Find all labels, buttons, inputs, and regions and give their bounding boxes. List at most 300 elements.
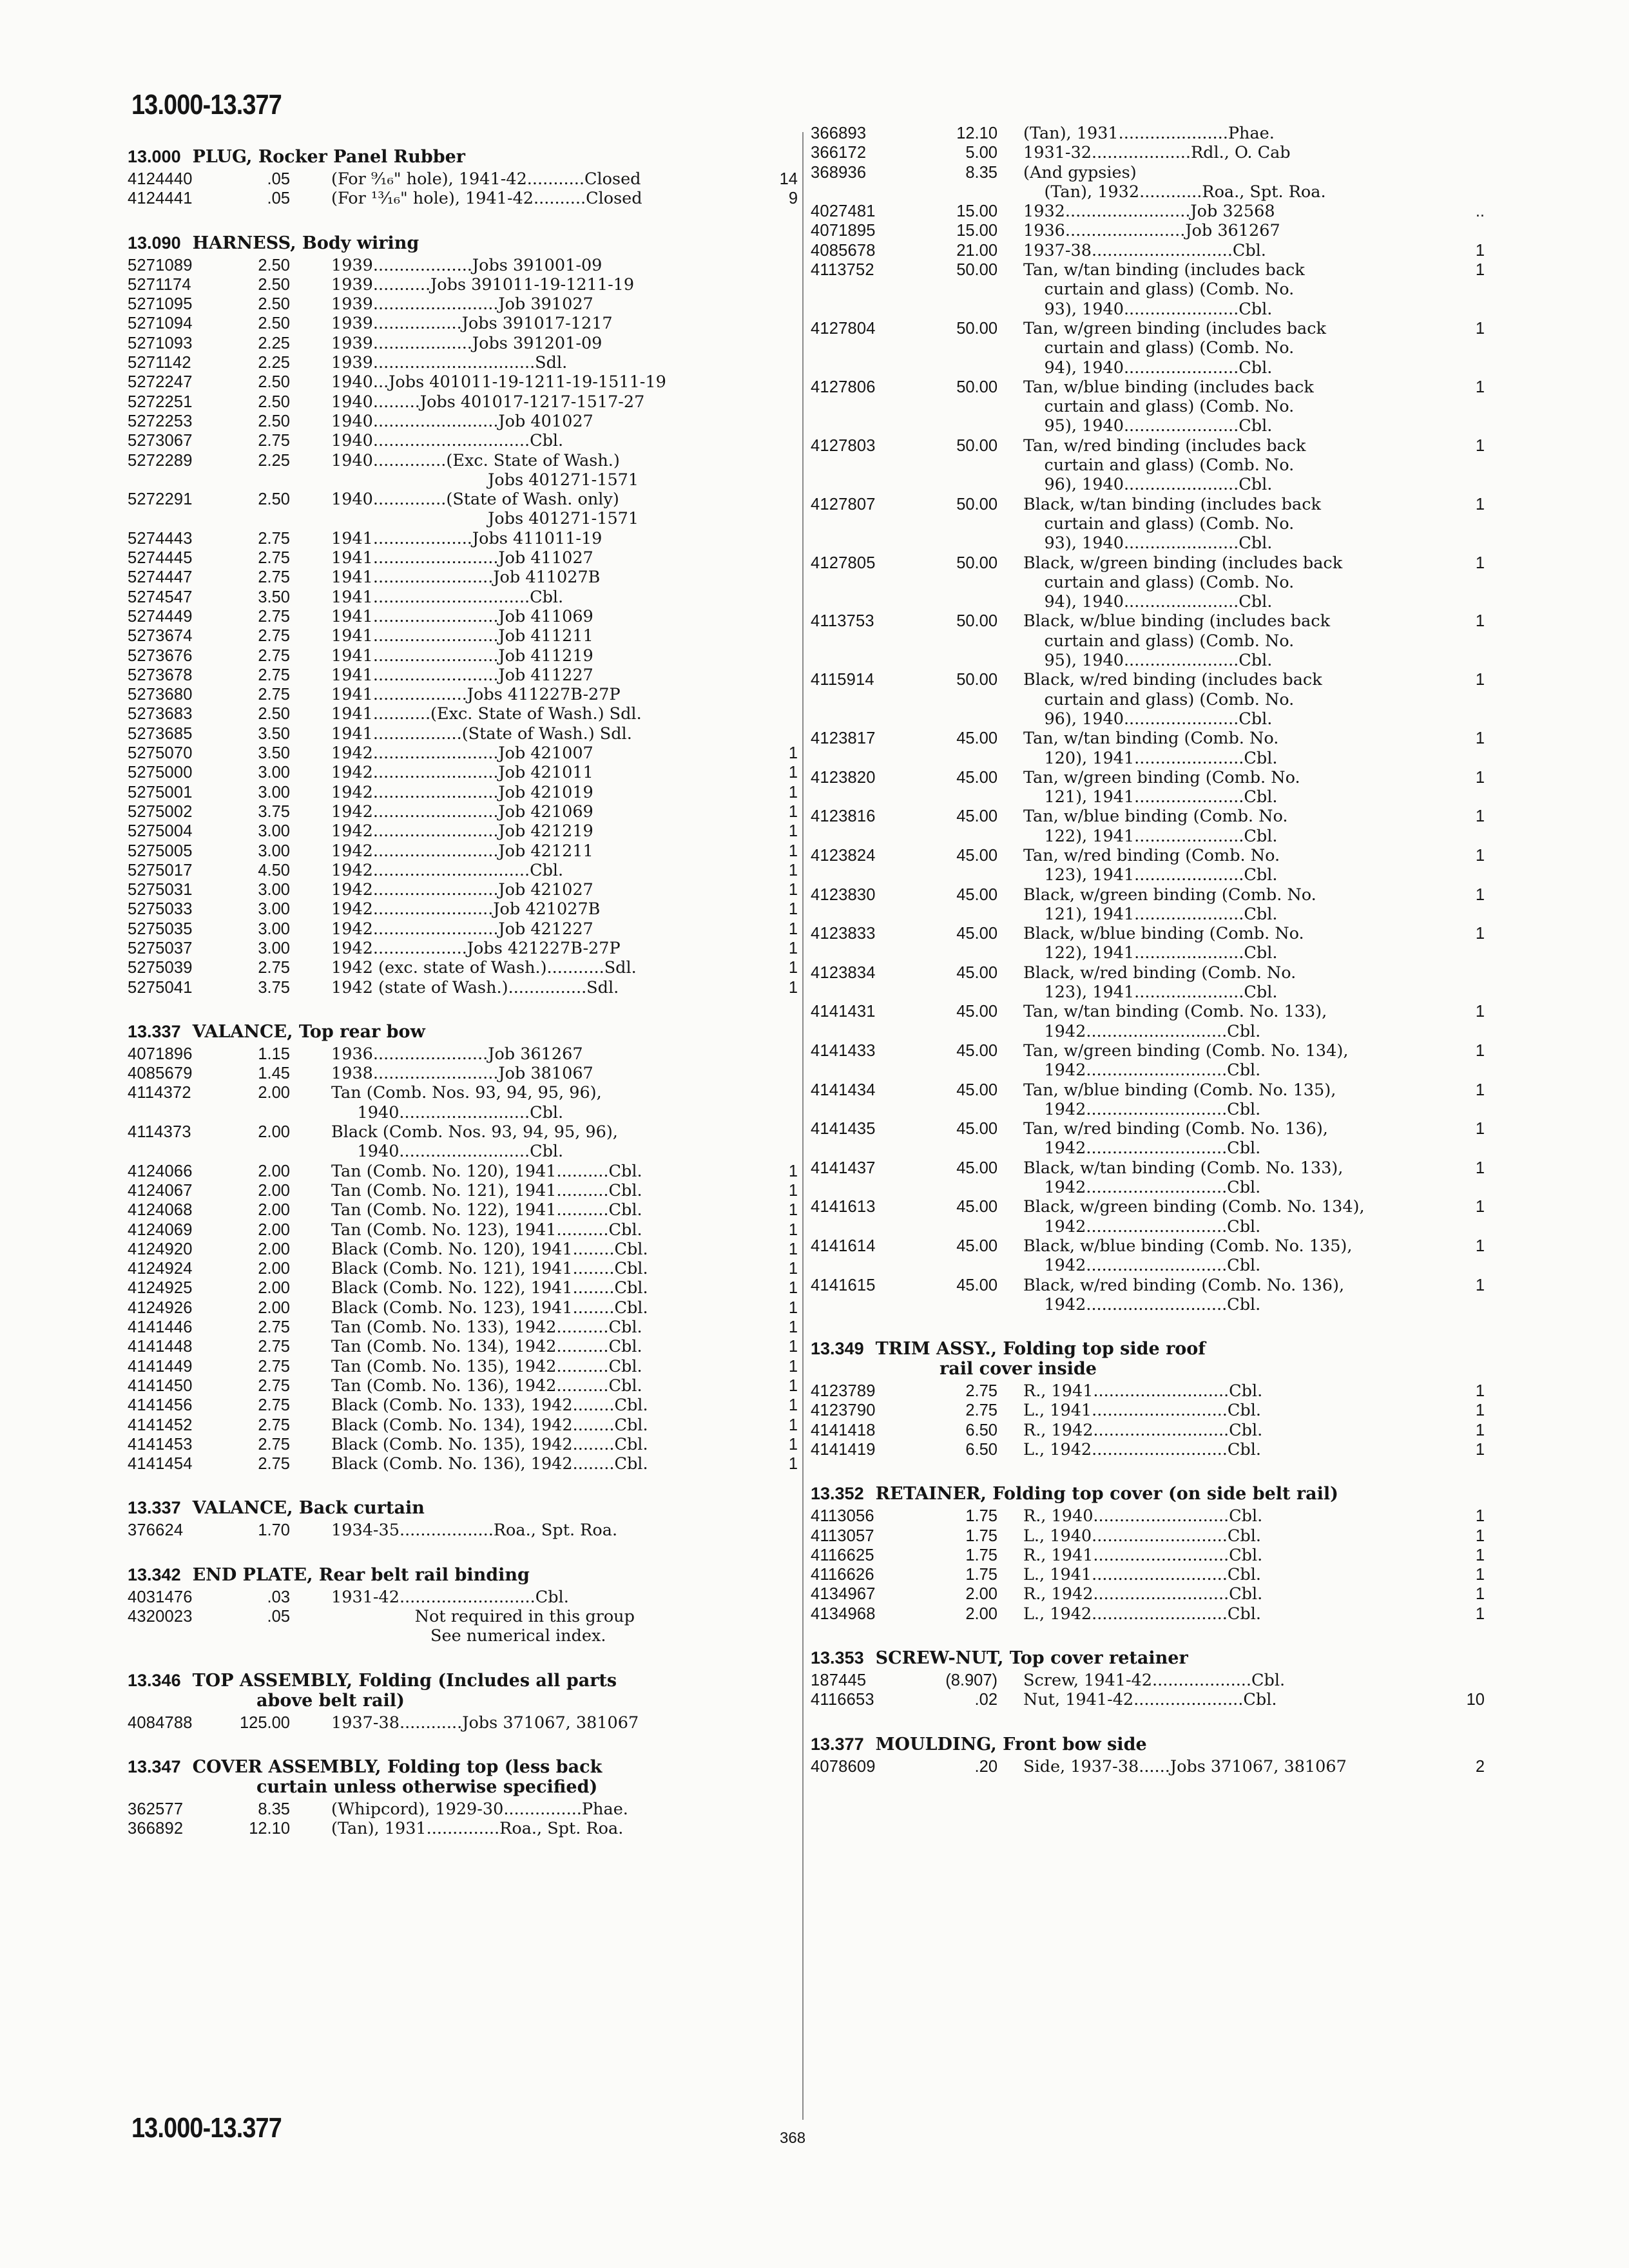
quantity: 1 bbox=[1475, 612, 1485, 631]
quantity: 1 bbox=[1475, 1276, 1485, 1294]
part-price: 5.00 bbox=[965, 144, 998, 162]
part-description bbox=[331, 451, 853, 490]
part-description bbox=[331, 1064, 853, 1083]
description-line: Tan, w/red binding (Comb. No. bbox=[1023, 845, 1280, 865]
section-number: 13.353 bbox=[811, 1648, 864, 1668]
quantity: 1 bbox=[788, 822, 798, 841]
part-price: 45.00 bbox=[956, 1198, 998, 1216]
quantity: 1 bbox=[1475, 436, 1485, 455]
quantity: 1 bbox=[1475, 241, 1485, 260]
description-line: Tan (Comb. No. 134), 1942..........Cbl. bbox=[331, 1337, 642, 1357]
description-line: 93), 1940......................Cbl. bbox=[1023, 299, 1273, 319]
part-price: 1.75 bbox=[965, 1546, 998, 1564]
part-price: 45.00 bbox=[956, 1158, 998, 1177]
description-line: Black, w/blue binding (Comb. No. 135), bbox=[1023, 1236, 1353, 1256]
part-price: 45.00 bbox=[956, 1041, 998, 1060]
part-number: 4123789 bbox=[811, 1382, 876, 1401]
description-line: Not required in this group bbox=[331, 1607, 635, 1626]
part-number: 5272289 bbox=[128, 451, 193, 470]
description-line: 1941...........(Exc. State of Wash.) Sdl. bbox=[331, 704, 642, 724]
part-number: 4113753 bbox=[811, 612, 874, 631]
quantity: 1 bbox=[788, 1318, 798, 1337]
part-row bbox=[811, 1197, 1490, 1236]
left-column bbox=[128, 134, 798, 1863]
part-number: 4134968 bbox=[811, 1604, 876, 1623]
quantity: 1 bbox=[788, 1435, 798, 1454]
description-line: L., 1942..........................Cbl. bbox=[1023, 1440, 1261, 1459]
part-description bbox=[331, 1416, 853, 1435]
part-description bbox=[331, 919, 853, 939]
description-line: L., 1941..........................Cbl. bbox=[1023, 1565, 1261, 1585]
description-line: 1941........................Job 411027 bbox=[331, 548, 593, 568]
section-title bbox=[811, 1648, 1490, 1668]
part-number: 5271095 bbox=[128, 295, 193, 314]
description-line: Tan (Comb. No. 135), 1942..........Cbl. bbox=[331, 1356, 642, 1376]
part-description bbox=[331, 1396, 853, 1415]
description-line: Tan, w/green binding (Comb. No. bbox=[1023, 767, 1300, 787]
part-description bbox=[1023, 1757, 1423, 1776]
part-description bbox=[1023, 319, 1423, 378]
description-line: R., 1941..........................Cbl. bbox=[1023, 1545, 1263, 1565]
part-price: 2.75 bbox=[258, 1357, 290, 1376]
part-number: 5274443 bbox=[128, 529, 193, 548]
part-row bbox=[128, 1220, 798, 1240]
description-line: Tan (Comb. No. 123), 1941..........Cbl. bbox=[331, 1220, 642, 1240]
part-row bbox=[128, 1800, 786, 1819]
quantity: 1 bbox=[788, 1396, 798, 1415]
part-description bbox=[1023, 1041, 1423, 1081]
part-description bbox=[1023, 1565, 1423, 1584]
part-number: 4123834 bbox=[811, 963, 876, 982]
part-price: 2.00 bbox=[258, 1084, 290, 1102]
part-number: 5271093 bbox=[128, 334, 193, 352]
description-line: 1942...........................Cbl. bbox=[1023, 1178, 1261, 1198]
description-line: curtain and glass) (Comb. No. bbox=[1023, 572, 1295, 592]
part-number: 4123824 bbox=[811, 846, 876, 865]
parts-section bbox=[128, 1671, 786, 1733]
part-row bbox=[811, 202, 1490, 221]
part-number: 4127804 bbox=[811, 319, 876, 338]
part-row bbox=[128, 919, 798, 939]
description-line: 123), 1941.....................Cbl. bbox=[1023, 983, 1278, 1003]
description-line: 1942........................Job 421027 bbox=[331, 880, 593, 900]
part-row bbox=[128, 334, 786, 353]
part-row bbox=[811, 378, 1490, 436]
description-line: Black (Comb. No. 133), 1942........Cbl. bbox=[331, 1396, 648, 1416]
part-number: 4123817 bbox=[811, 729, 876, 748]
part-row bbox=[811, 1041, 1490, 1081]
quantity: 1 bbox=[1475, 495, 1485, 514]
part-number: 4031476 bbox=[128, 1588, 193, 1606]
quantity: 1 bbox=[788, 959, 798, 977]
part-price: 45.00 bbox=[956, 925, 998, 943]
description-line: 1942 (exc. state of Wash.)...........Sdl. bbox=[331, 958, 637, 978]
description-line: R., 1941..........................Cbl. bbox=[1023, 1381, 1263, 1401]
part-row bbox=[128, 314, 786, 333]
part-description bbox=[331, 607, 853, 626]
description-line: 1936......................Job 361267 bbox=[331, 1044, 583, 1064]
part-number: 4123790 bbox=[811, 1401, 876, 1420]
part-number: 4124924 bbox=[128, 1260, 193, 1278]
part-description bbox=[1023, 885, 1423, 925]
part-row bbox=[811, 611, 1490, 670]
part-number: 4113752 bbox=[811, 261, 874, 280]
part-description bbox=[1023, 1584, 1423, 1604]
quantity: 1 bbox=[788, 1201, 798, 1220]
description-line: 1941........................Job 411227 bbox=[331, 665, 593, 685]
part-row bbox=[128, 860, 798, 880]
section-number: 13.337 bbox=[128, 1021, 181, 1041]
section-number: 13.337 bbox=[128, 1498, 181, 1518]
part-number: 4141450 bbox=[128, 1376, 193, 1395]
part-description bbox=[331, 802, 853, 822]
description-line: 120), 1941.....................Cbl. bbox=[1023, 748, 1278, 768]
part-price: 3.00 bbox=[258, 900, 290, 919]
part-row bbox=[128, 880, 798, 900]
part-price: 6.50 bbox=[965, 1421, 998, 1439]
quantity: 1 bbox=[1475, 671, 1485, 689]
description-line: 96), 1940......................Cbl. bbox=[1023, 709, 1273, 729]
part-price: 2.75 bbox=[258, 1376, 290, 1395]
section-number: 13.000 bbox=[128, 147, 181, 166]
part-price: .02 bbox=[974, 1691, 998, 1709]
description-line: Black, w/blue binding (includes back bbox=[1023, 611, 1331, 631]
part-number: 4141446 bbox=[128, 1318, 193, 1337]
part-number: 5273067 bbox=[128, 432, 193, 450]
description-line: curtain and glass) (Comb. No. bbox=[1023, 514, 1295, 533]
part-description bbox=[331, 704, 853, 724]
description-line: 1942...........................Cbl. bbox=[1023, 1061, 1261, 1081]
part-row bbox=[128, 451, 786, 490]
description-line: 94), 1940......................Cbl. bbox=[1023, 358, 1273, 378]
description-line: 1940..............(Exc. State of Wash.) bbox=[331, 450, 620, 470]
part-row bbox=[128, 646, 786, 666]
part-price: 2.50 bbox=[258, 392, 290, 411]
quantity: 1 bbox=[1475, 319, 1485, 338]
quantity: 1 bbox=[1475, 729, 1485, 748]
part-row bbox=[811, 1506, 1490, 1526]
part-description bbox=[1023, 1158, 1423, 1198]
quantity: 1 bbox=[1475, 1120, 1485, 1139]
part-price: 2.75 bbox=[965, 1401, 998, 1420]
description-line: Tan (Comb. No. 120), 1941..........Cbl. bbox=[331, 1161, 642, 1181]
description-line: 1940........................Job 401027 bbox=[331, 411, 593, 431]
quantity: 1 bbox=[1475, 1604, 1485, 1623]
part-description bbox=[1023, 1440, 1423, 1459]
quantity: 1 bbox=[1475, 1382, 1485, 1401]
part-row bbox=[128, 822, 798, 841]
part-description bbox=[1023, 1197, 1423, 1236]
quantity: 9 bbox=[788, 189, 798, 208]
part-number: 4116653 bbox=[811, 1691, 874, 1709]
part-price: 4.50 bbox=[258, 861, 290, 879]
part-row bbox=[811, 553, 1490, 612]
part-description bbox=[331, 334, 853, 353]
description-line: 1940...Jobs 401011-19-1211-19-1511-19 bbox=[331, 372, 666, 392]
description-line: 1940.........................Cbl. bbox=[331, 1142, 564, 1162]
part-number: 4113057 bbox=[811, 1526, 874, 1545]
part-description bbox=[331, 1357, 853, 1376]
parts-section bbox=[811, 124, 1490, 1314]
description-line: (Whipcord), 1929-30...............Phae. bbox=[331, 1799, 628, 1819]
part-number: 5272247 bbox=[128, 373, 193, 392]
part-description bbox=[331, 275, 853, 294]
part-price: 2.50 bbox=[258, 314, 290, 333]
description-line: Tan (Comb. No. 122), 1941..........Cbl. bbox=[331, 1200, 642, 1220]
quantity: 1 bbox=[1475, 846, 1485, 865]
description-line: Black (Comb. No. 135), 1942........Cbl. bbox=[331, 1434, 648, 1454]
parts-section bbox=[811, 1484, 1490, 1624]
part-number: 4124925 bbox=[128, 1279, 193, 1298]
part-description bbox=[1023, 378, 1423, 436]
description-line: 1937-38............Jobs 371067, 381067 bbox=[331, 1713, 639, 1733]
part-description bbox=[1023, 202, 1423, 221]
part-number: 4127807 bbox=[811, 495, 876, 514]
description-line: L., 1941..........................Cbl. bbox=[1023, 1401, 1261, 1421]
part-row bbox=[811, 670, 1490, 729]
part-number: 4141456 bbox=[128, 1396, 193, 1415]
part-description bbox=[1023, 1236, 1423, 1276]
section-heading: TOP ASSEMBLY, Folding (Includes all parts bbox=[192, 1670, 617, 1691]
description-line: Black (Comb. No. 123), 1941........Cbl. bbox=[331, 1298, 648, 1318]
part-row bbox=[128, 607, 786, 626]
part-row bbox=[128, 938, 798, 958]
description-line: 1942........................Job 421019 bbox=[331, 782, 593, 802]
description-line: 1941...................Jobs 411011-19 bbox=[331, 528, 602, 548]
part-price: 2.25 bbox=[258, 334, 290, 352]
section-title bbox=[811, 1484, 1490, 1504]
part-description bbox=[331, 1819, 853, 1838]
part-description bbox=[331, 939, 853, 958]
description-line: 1942........................Job 421227 bbox=[331, 919, 593, 939]
description-line: 1942........................Job 421007 bbox=[331, 744, 593, 764]
part-price: 3.00 bbox=[258, 881, 290, 899]
section-heading: MOULDING, Front bow side bbox=[875, 1734, 1147, 1754]
part-number: 5275041 bbox=[128, 978, 193, 997]
section-title bbox=[811, 1339, 1490, 1379]
description-line: Black, w/red binding (Comb. No. 136), bbox=[1023, 1275, 1345, 1295]
section-heading: VALANCE, Back curtain bbox=[192, 1498, 425, 1519]
part-price: 3.00 bbox=[258, 764, 290, 782]
part-number: 4141448 bbox=[128, 1338, 193, 1356]
description-line: 122), 1941.....................Cbl. bbox=[1023, 826, 1278, 846]
description-line: 1939.................Jobs 391017-1217 bbox=[331, 314, 613, 334]
quantity: 1 bbox=[788, 1162, 798, 1180]
part-row bbox=[128, 490, 786, 529]
part-number: 4141435 bbox=[811, 1120, 876, 1139]
part-price: 2.25 bbox=[258, 451, 290, 470]
part-number: 5275002 bbox=[128, 802, 193, 821]
part-description bbox=[331, 978, 853, 997]
description-line: 1942...........................Cbl. bbox=[1023, 1099, 1261, 1119]
part-price: 2.75 bbox=[258, 1338, 290, 1356]
description-line: Black, w/red binding (includes back bbox=[1023, 670, 1322, 690]
section-heading: TRIM ASSY., Folding top side roof bbox=[875, 1339, 1206, 1360]
part-description bbox=[331, 1278, 853, 1298]
description-line: (For ¹³⁄₁₆" hole), 1941-42..........Closed bbox=[331, 189, 642, 209]
part-price: 3.75 bbox=[258, 978, 290, 997]
part-price: 2.75 bbox=[258, 666, 290, 684]
description-line: 1932........................Job 32568 bbox=[1023, 202, 1275, 222]
part-row bbox=[128, 1356, 798, 1376]
part-number: 5274449 bbox=[128, 607, 193, 626]
part-row bbox=[811, 846, 1490, 885]
part-description bbox=[331, 1162, 853, 1181]
description-line: R., 1942..........................Cbl. bbox=[1023, 1584, 1263, 1604]
part-number: 5273683 bbox=[128, 705, 193, 724]
part-description bbox=[331, 1435, 853, 1454]
part-description bbox=[331, 294, 853, 314]
section-title bbox=[128, 233, 786, 253]
part-number: 4124066 bbox=[128, 1162, 193, 1180]
description-line: Jobs 401271-1571 bbox=[331, 509, 639, 529]
part-description bbox=[331, 314, 853, 333]
part-price: 2.75 bbox=[258, 1435, 290, 1454]
description-line: R., 1940..........................Cbl. bbox=[1023, 1506, 1263, 1526]
part-number: 4123820 bbox=[811, 768, 876, 787]
part-number: 5275005 bbox=[128, 841, 193, 860]
part-price: 2.75 bbox=[258, 1396, 290, 1415]
part-description bbox=[1023, 768, 1423, 807]
description-line: 1942...........................Cbl. bbox=[1023, 1139, 1261, 1158]
description-line: 123), 1941.....................Cbl. bbox=[1023, 865, 1278, 885]
part-row bbox=[128, 1337, 798, 1357]
part-price: 2.50 bbox=[258, 373, 290, 392]
part-number: 4141613 bbox=[811, 1198, 876, 1216]
part-description bbox=[1023, 670, 1423, 729]
quantity: 1 bbox=[788, 919, 798, 938]
quantity: 1 bbox=[1475, 1003, 1485, 1021]
quantity: 1 bbox=[788, 1455, 798, 1474]
part-description bbox=[1023, 1690, 1423, 1709]
part-description bbox=[331, 1181, 853, 1200]
part-number: 4141454 bbox=[128, 1455, 193, 1474]
quantity: 1 bbox=[788, 764, 798, 782]
part-price: 2.00 bbox=[258, 1260, 290, 1278]
section-title bbox=[128, 1757, 786, 1797]
part-description bbox=[331, 783, 853, 802]
part-row bbox=[128, 588, 786, 607]
part-price: 1.15 bbox=[258, 1044, 290, 1063]
quantity: .. bbox=[1475, 202, 1485, 221]
part-row bbox=[811, 768, 1490, 807]
part-row bbox=[128, 1415, 798, 1435]
part-number: 4123833 bbox=[811, 925, 876, 943]
part-row bbox=[128, 256, 786, 275]
quantity: 1 bbox=[1475, 1401, 1485, 1420]
part-number: 4141434 bbox=[811, 1081, 876, 1099]
part-price: 45.00 bbox=[956, 963, 998, 982]
part-number: 4134967 bbox=[811, 1585, 876, 1604]
part-number: 4071896 bbox=[128, 1044, 193, 1063]
part-price: 3.75 bbox=[258, 802, 290, 821]
part-description bbox=[331, 353, 853, 372]
part-description bbox=[1023, 846, 1423, 885]
description-line: Tan, w/blue binding (includes back bbox=[1023, 377, 1314, 397]
part-row bbox=[128, 841, 798, 861]
part-row bbox=[128, 412, 786, 431]
description-line: 96), 1940......................Cbl. bbox=[1023, 475, 1273, 495]
part-description bbox=[331, 1588, 853, 1607]
quantity: 1 bbox=[1475, 1081, 1485, 1099]
part-price: 1.70 bbox=[258, 1521, 290, 1540]
quantity: 1 bbox=[1475, 1507, 1485, 1526]
part-description bbox=[1023, 963, 1423, 1003]
part-row bbox=[811, 319, 1490, 378]
description-line: 121), 1941.....................Cbl. bbox=[1023, 904, 1278, 924]
part-price: .03 bbox=[267, 1588, 290, 1606]
part-number: 4124920 bbox=[128, 1240, 193, 1258]
description-line: Tan (Comb. No. 133), 1942..........Cbl. bbox=[331, 1318, 642, 1338]
quantity: 1 bbox=[788, 1240, 798, 1258]
part-description bbox=[1023, 1381, 1423, 1401]
part-description bbox=[1023, 1119, 1423, 1158]
part-price: 45.00 bbox=[956, 846, 998, 865]
part-description bbox=[1023, 807, 1423, 846]
description-line: 1937-38...........................Cbl. bbox=[1023, 240, 1266, 260]
part-row bbox=[811, 1081, 1490, 1120]
description-line: Black, w/green binding (Comb. No. 134), bbox=[1023, 1197, 1365, 1217]
part-price: 6.50 bbox=[965, 1441, 998, 1459]
part-description bbox=[1023, 1604, 1423, 1624]
right-column bbox=[811, 124, 1490, 1801]
part-row bbox=[128, 169, 798, 189]
description-line: 1942 (state of Wash.)...............Sdl. bbox=[331, 977, 619, 997]
part-number: 4114373 bbox=[128, 1123, 191, 1142]
description-line: Side, 1937-38......Jobs 371067, 381067 bbox=[1023, 1756, 1347, 1776]
part-description bbox=[1023, 611, 1423, 670]
part-description bbox=[331, 1800, 853, 1819]
part-description bbox=[331, 899, 853, 919]
part-number: 4084788 bbox=[128, 1713, 193, 1732]
parts-section bbox=[128, 1565, 786, 1646]
part-row bbox=[128, 353, 786, 372]
part-price: 3.50 bbox=[258, 588, 290, 606]
description-line: 1940..............................Cbl. bbox=[331, 431, 564, 451]
quantity: 1 bbox=[788, 900, 798, 919]
quantity: 2 bbox=[1475, 1757, 1485, 1776]
description-line: 1942...........................Cbl. bbox=[1023, 1021, 1261, 1041]
description-line: 1942...........................Cbl. bbox=[1023, 1294, 1261, 1314]
part-number: 4141437 bbox=[811, 1158, 876, 1177]
part-number: 4116626 bbox=[811, 1566, 874, 1584]
description-line: 95), 1940......................Cbl. bbox=[1023, 416, 1273, 436]
description-line: Black, w/green binding (Comb. No. bbox=[1023, 885, 1316, 905]
part-price: 3.00 bbox=[258, 841, 290, 860]
part-number: 5275070 bbox=[128, 744, 193, 763]
quantity: 1 bbox=[788, 1338, 798, 1356]
part-description bbox=[331, 1713, 853, 1733]
part-price: 2.00 bbox=[258, 1123, 290, 1142]
part-description bbox=[331, 431, 853, 450]
quantity: 1 bbox=[788, 1279, 798, 1298]
part-price: 45.00 bbox=[956, 768, 998, 787]
part-row bbox=[128, 899, 798, 919]
part-description bbox=[331, 958, 853, 977]
part-row bbox=[128, 431, 786, 450]
quantity: 1 bbox=[1475, 261, 1485, 280]
part-description bbox=[331, 1220, 853, 1240]
part-number: 5274447 bbox=[128, 568, 193, 587]
description-line: (For ⁹⁄₁₆" hole), 1941-42...........Closed bbox=[331, 169, 641, 189]
description-line: Black, w/tan binding (Comb. No. 133), bbox=[1023, 1158, 1344, 1178]
part-row bbox=[128, 1588, 786, 1607]
description-line: Tan, w/blue binding (Comb. No. 135), bbox=[1023, 1080, 1336, 1100]
part-number: 376624 bbox=[128, 1521, 184, 1540]
quantity: 1 bbox=[788, 978, 798, 997]
description-line: 1938........................Job 381067 bbox=[331, 1064, 593, 1084]
part-price: 15.00 bbox=[956, 222, 998, 240]
